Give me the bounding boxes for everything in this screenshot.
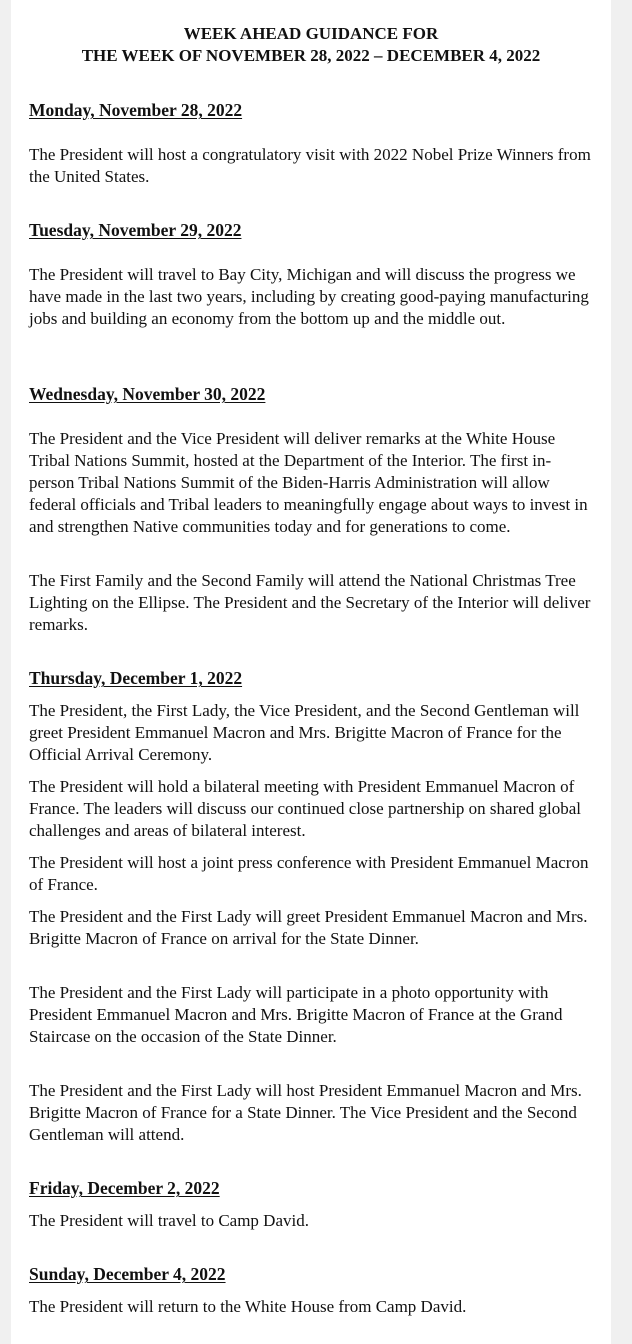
day-heading-friday: Friday, December 2, 2022 [29, 1178, 220, 1198]
day-heading-monday: Monday, November 28, 2022 [29, 100, 243, 120]
document-page [11, 0, 611, 1344]
sunday-paragraph-1: The President will return to the White House from Camp David. [29, 1297, 467, 1316]
thursday-paragraph-4: The President and the First Lady will greet President Emmanuel Macron and Mrs. Brigitte Macron of France on arrival for the State Dinner. [29, 907, 588, 948]
document-title-line-1: WEEK AHEAD GUIDANCE FOR [183, 24, 439, 43]
day-heading-tuesday: Tuesday, November 29, 2022 [29, 220, 242, 240]
monday-paragraph-1: The President will host a congratulatory visit with 2022 Nobel Prize Winners from the United States. [29, 145, 591, 186]
thursday-paragraph-6: The President and the First Lady will host President Emmanuel Macron and Mrs. Brigitte Macron of France for a State Dinner. The Vice President and the Second Gentleman will attend. [29, 1081, 582, 1144]
document-title-line-2: THE WEEK OF NOVEMBER 28, 2022 – DECEMBER 4, 2022 [81, 46, 541, 65]
wednesday-paragraph-1: The President and the Vice President will deliver remarks at the White House Tribal Nations Summit, hosted at the Department of the Interior. The first in-person Tribal Nations Summit of the Biden-Harris Administration will allow federal officials and Tribal leaders to meaningfully engage about ways to invest in and strengthen Native communities today and for generations to come. [29, 429, 588, 536]
thursday-paragraph-5: The President and the First Lady will participate in a photo opportunity with President Emmanuel Macron and Mrs. Brigitte Macron of France at the Grand Staircase on the occasion of the State Dinner. [29, 983, 563, 1046]
thursday-paragraph-2: The President will hold a bilateral meeting with President Emmanuel Macron of France. The leaders will discuss our continued close partnership on shared global challenges and areas of bilateral interest. [29, 777, 582, 840]
day-heading-wednesday: Wednesday, November 30, 2022 [29, 384, 266, 404]
day-heading-thursday: Thursday, December 1, 2022 [29, 668, 243, 688]
thursday-paragraph-3: The President will host a joint press conference with President Emmanuel Macron of France. [29, 853, 589, 894]
thursday-paragraph-1: The President, the First Lady, the Vice President, and the Second Gentleman will greet President Emmanuel Macron and Mrs. Brigitte Macron of France for the Official Arrival Ceremony. [29, 701, 580, 764]
tuesday-paragraph-1: The President will travel to Bay City, Michigan and will discuss the progress we have made in the last two years, including by creating good-paying manufacturing jobs and building an economy from the bottom up and the middle out. [29, 265, 589, 328]
wednesday-paragraph-2: The First Family and the Second Family will attend the National Christmas Tree Lighting on the Ellipse. The President and the Secretary of the Interior will deliver remarks. [29, 571, 591, 634]
day-heading-sunday: Sunday, December 4, 2022 [29, 1264, 226, 1284]
friday-paragraph-1: The President will travel to Camp David. [29, 1211, 309, 1230]
